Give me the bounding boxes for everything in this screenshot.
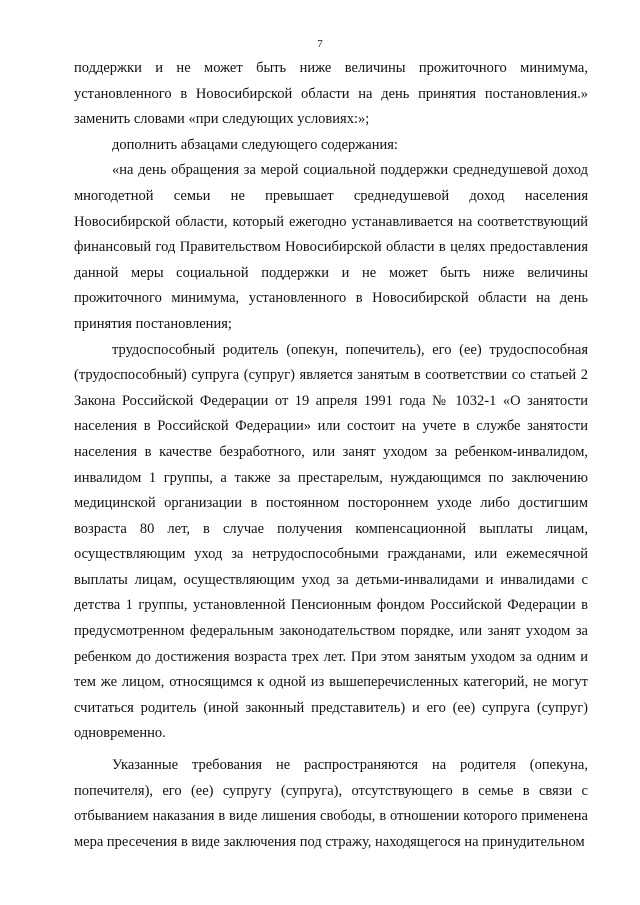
paragraph-exceptions: Указанные требования не распространяются на родителя (опекуна, попечителя), его (ее) супругу (супруга), отсутствующего в семье в связи с отбыванием наказания в виде лишения свободы, в отношении которого применена мера пресечения в виде заключения под стражу, находящегося на принудительном: [74, 757, 588, 850]
paragraph-continuation: поддержки и не может быть ниже величины прожиточного минимума, установленного в Новосибирской области на день принятия постановления.» заменить словами «при следующих условиях:»;: [74, 60, 588, 128]
paragraph-income-condition: «на день обращения за мерой социальной поддержки среднедушевой доход многодетной семьи не превышает среднедушевой доход населения Новосибирской области, который ежегодно устанавливается на соответствующий финансовый год Правительством Новосибирской области в целях предоставления данной меры социальной поддержки и не может быть ниже величины прожиточного минимума, установленного в Новосибирской области на день принятия постановления;: [74, 162, 588, 332]
paragraph-amendment-intro: дополнить абзацами следующего содержания:: [112, 136, 398, 153]
paragraph-employment-condition: трудоспособный родитель (опекун, попечитель), его (ее) трудоспособная (трудоспособный) супруга (супруг) является занятым в соответствии со статьей 2 Закона Российской Федерации от 19 апреля 1991 года № 1032-1 «О занятости населения в Российской Федерации» или состоит на учете в службе занятости населения в качестве безработного, или занят уходом за ребенком-инвалидом, инвалидом 1 группы, а также за престарелым, нуждающимся по заключению медицинской организации в постоянном постороннем уходе либо достигшим возраста 80 лет, в случае получения компенсационной выплаты лицам, осуществляющим уход за нетрудоспособными гражданами, или ежемесячной выплаты лицам, осуществляющим уход за детьми-инвалидами и инвалидами с детства 1 группы, установленной Пенсионным фондом Российской Федерации в предусмотренном федеральным законодательством порядке, или занят уходом за ребенком до достижения возраста трех лет. При этом занятым уходом за одним и тем же лицом, относящимся к одной из вышеперечисленных категорий, не могут считаться родитель (иной законный представитель) и его (ее) супруга (супруг) одновременно.: [74, 341, 588, 742]
document-body: [74, 56, 588, 855]
page-number: 7: [317, 38, 323, 50]
